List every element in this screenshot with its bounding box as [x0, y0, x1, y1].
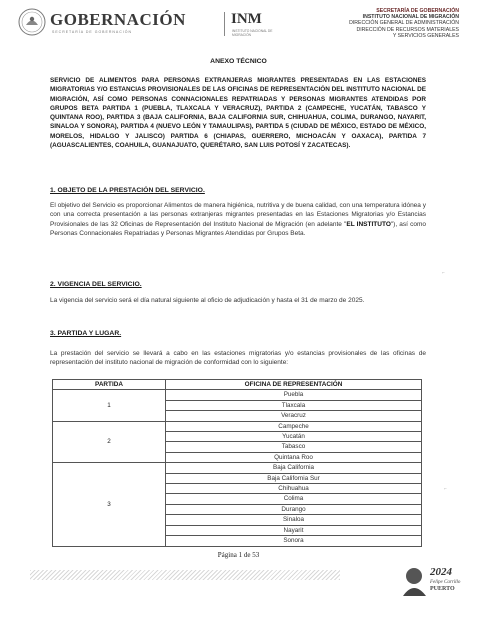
page-header: [18, 8, 459, 42]
table-row: [53, 421, 422, 431]
el-instituto-term: EL INSTITUTO: [346, 220, 391, 228]
oficina-cell: Sonora: [166, 536, 422, 546]
inm-logo: INM: [231, 11, 262, 27]
header-line: INSTITUTO NACIONAL DE MIGRACIÓN: [362, 14, 459, 21]
oficina-cell: Baja California Sur: [166, 473, 422, 483]
oficina-cell: Chihuahua: [166, 484, 422, 494]
oficina-cell: Baja California: [166, 463, 422, 473]
oficina-cell: Sinaloa: [166, 515, 422, 525]
table-row: [53, 463, 422, 473]
oficina-cell: Tabasco: [166, 442, 422, 452]
header-line: SECRETARÍA DE GOBERNACIÓN: [376, 8, 459, 14]
header-line: Y SERVICIOS GENERALES: [392, 32, 459, 39]
oficina-cell: Yucatán: [166, 432, 422, 442]
oficina-cell: Colima: [166, 494, 422, 504]
felipe-carrillo-puerto-2024-logo: [400, 560, 470, 600]
svg-text:Felipe Carrillo: Felipe Carrillo: [430, 580, 461, 585]
partida-number: 1: [53, 390, 166, 421]
svg-text:2024: 2024: [430, 566, 452, 578]
section-2-text: La vigencia del servicio será el día natural siguiente al oficio de adjudicación y hasta el 31 de marzo de 2025.: [50, 297, 365, 304]
section-3-heading: 3. PARTIDA Y LUGAR.: [50, 330, 122, 337]
service-description: SERVICIO DE ALIMENTOS PARA PERSONAS EXTRANJERAS MIGRANTES PRESENTADAS EN LAS ESTACIONES MIGRATORIAS Y/O ESTANCIAS PROVISIONALES DE LAS OFICINAS DE REPRESENTACIÓN DEL INSTITUTO NACIONAL DE MIGRACIÓN, ASÍ COMO PERSONAS CONNACIONALES REPATRIADAS Y PERSONAS MIGRANTES ATENDIDAS POR GRUPOS BETA PARTIDA 1 (PUEBLA, TLAXCALA Y VERACRUZ), PARTIDA 2 (CAMPECHE, YUCATÁN, TABASCO Y QUINTANA ROO), PARTIDA 3 (BAJA CALIFORNIA, BAJA CALIFORNIA SUR, CHIHUAHUA, COLIMA, DURANGO, NAYARIT, SINALOA Y SONORA), PARTIDA 4 (NUEVO LEÓN Y TAMAULIPAS), PARTIDA 5 (CIUDAD DE MÉXICO, ESTADO DE MÉXICO, MORELOS, HIDALGO Y JALISCO) PARTIDA 6 (CHIAPAS, GUERRERO, MICHOACÁN Y OAXACA), PARTIDA 7 (AGUASCALIENTES, COAHUILA, GUANAJUATO, QUERÉTARO, SAN LUIS POTOSÍ Y ZACATECAS).: [50, 77, 426, 150]
table-row: [53, 390, 422, 400]
page-number: Página 1 de 53: [217, 551, 260, 559]
section-1-text-part: "), así como Personas Connacionales Repatriadas y Personas Migrantes Atendidas por Grupos Beta.: [50, 220, 426, 238]
header-agency-block: [349, 8, 459, 39]
column-header: OFICINA DE REPRESENTACIÓN: [166, 380, 422, 390]
section-1-text-part: El objetivo del Servicio es proporcionar Alimentos de manera higiénica, nutritiva y de buena calidad, con una temperatura idónea y con una correcta presentación a las personas extranjeras migrantes presentadas en las Estaciones Migratorias y/o Estancias Provisionales de las 32 Oficinas de Representación del Instituto Nacional de Migración (en adelante ": [50, 202, 426, 228]
scan-mark: ⌐: [442, 270, 445, 276]
oficina-cell: Durango: [166, 504, 422, 514]
oficina-cell: Nayarit: [166, 525, 422, 535]
header-line: DIRECCIÓN DE RECURSOS MATERIALES: [356, 26, 459, 33]
section-2-heading: 2. VIGENCIA DEL SERVICIO.: [50, 281, 142, 288]
section-1-heading: 1. OBJETO DE LA PRESTACIÓN DEL SERVICIO.: [50, 187, 205, 194]
decorative-footer-band: [30, 570, 340, 580]
section-1-text: [50, 201, 426, 239]
national-seal-icon: [18, 8, 46, 36]
inm-logo-subtitle: INSTITUTO NACIONAL DE MIGRACIÓN: [232, 29, 273, 37]
oficina-cell: Puebla: [166, 390, 422, 400]
oficina-cell: Quintana Roo: [166, 452, 422, 462]
oficina-cell: Campeche: [166, 421, 422, 431]
section-3-text: La prestación del servicio se llevará a cabo en las estaciones migratorias y/o estancias provisionales de las oficinas de representación del instituto nacional de migración de conformidad con lo siguiente:: [50, 350, 426, 367]
oficina-cell: Tlaxcala: [166, 400, 422, 410]
svg-text:PUERTO: PUERTO: [430, 586, 455, 592]
document-title: ANEXO TÉCNICO: [210, 58, 267, 65]
partida-number: 2: [53, 421, 166, 463]
gobernacion-logo-subtitle: SECRETARÍA DE GOBERNACIÓN: [52, 30, 132, 34]
partida-number: 3: [53, 463, 166, 546]
column-header: PARTIDA: [53, 380, 166, 390]
scan-mark: ⌐: [444, 486, 447, 492]
oficina-cell: Veracruz: [166, 411, 422, 421]
table-header-row: [53, 380, 422, 390]
partidas-table: [52, 379, 422, 547]
header-line: DIRECCIÓN GENERAL DE ADMINISTRACIÓN: [349, 20, 459, 27]
gobernacion-logo-text: GOBERNACIÓN: [50, 10, 186, 29]
header-divider: [224, 12, 225, 36]
